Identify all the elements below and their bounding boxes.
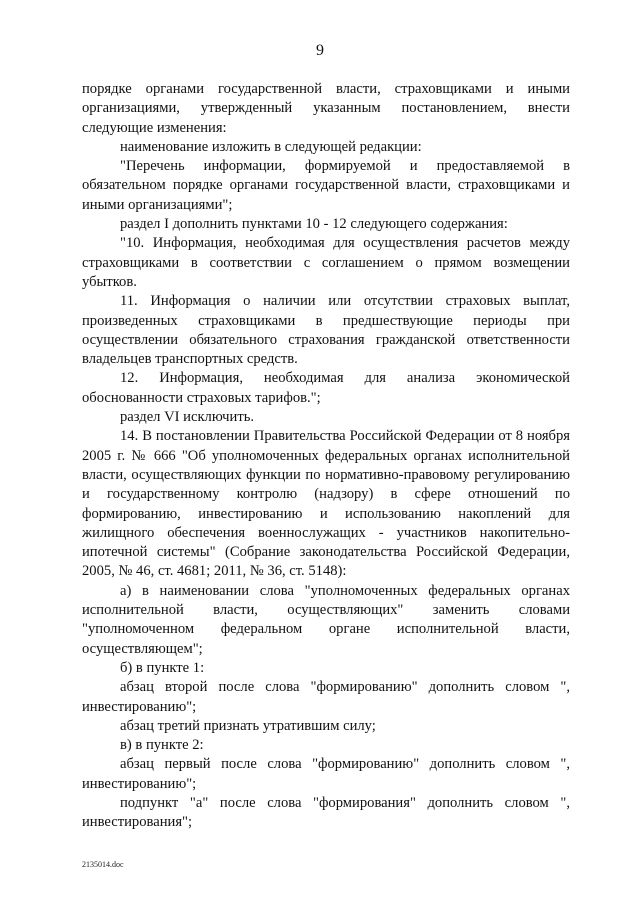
paragraph-4: раздел I дополнить пунктами 10 - 12 следующего содержания: bbox=[120, 216, 508, 233]
paragraph-13: абзац третий признать утратившим силу; bbox=[120, 717, 376, 734]
paragraph-14: в) в пункте 2: bbox=[120, 737, 204, 754]
paragraph-3: "Перечень информации, формируемой и предоставляемой в обязательном порядке органами государственной власти, страховщиками и иными организациями"; bbox=[82, 158, 570, 213]
paragraph-7: 12. Информация, необходимая для анализа экономической обоснованности страховых тарифов."; bbox=[82, 370, 570, 406]
document-filename: 2135014.doc bbox=[82, 860, 124, 869]
paragraph-10: а) в наименовании слова "уполномоченных федеральных органах исполнительной власти, осуществляющих" заменить словами "уполномоченном федеральном органе исполнительной власти, осуществляющем"; bbox=[82, 582, 570, 657]
paragraph-12: абзац второй после слова "формированию" дополнить словом ", инвестированию"; bbox=[82, 679, 570, 715]
paragraph-5: "10. Информация, необходимая для осуществления расчетов между страховщиками в соответствии с соглашением о прямом возмещении убытков. bbox=[82, 235, 570, 290]
paragraph-2: наименование изложить в следующей редакции: bbox=[120, 138, 422, 155]
paragraph-11: б) в пункте 1: bbox=[120, 659, 205, 676]
paragraph-15: абзац первый после слова "формированию" дополнить словом ", инвестированию"; bbox=[82, 756, 570, 792]
paragraph-1: порядке органами государственной власти, страховщиками и иными организациями, утвержденный указанным постановлением, внести следующие изменения: bbox=[82, 81, 570, 136]
paragraph-9: 14. В постановлении Правительства Российской Федерации от 8 ноября 2005 г. № 666 "Об уполномоченных федеральных органах исполнительной власти, осуществляющих функции по нормативно-правовому регулированию и государственному контролю (надзору) в сфере отношений по формированию, инвестированию и использованию накоплений для жилищного обеспечения военнослужащих - участников накопительно-ипотечной системы" (Собрание законодательства Российской Федерации, 2005, № 46, ст. 4681; 2011, № 36, ст. 5148): bbox=[82, 428, 570, 580]
paragraph-16: подпункт "а" после слова "формирования" дополнить словом ", инвестирования"; bbox=[82, 794, 570, 831]
document-body bbox=[82, 80, 570, 833]
paragraph-6: 11. Информация о наличии или отсутствии страховых выплат, произведенных страховщиками в предшествующие периоды при осуществлении обязательного страхования гражданской ответственности владельцев транспортных средств. bbox=[82, 293, 570, 368]
page-number: 9 bbox=[316, 42, 324, 59]
paragraph-8: раздел VI исключить. bbox=[120, 409, 254, 426]
